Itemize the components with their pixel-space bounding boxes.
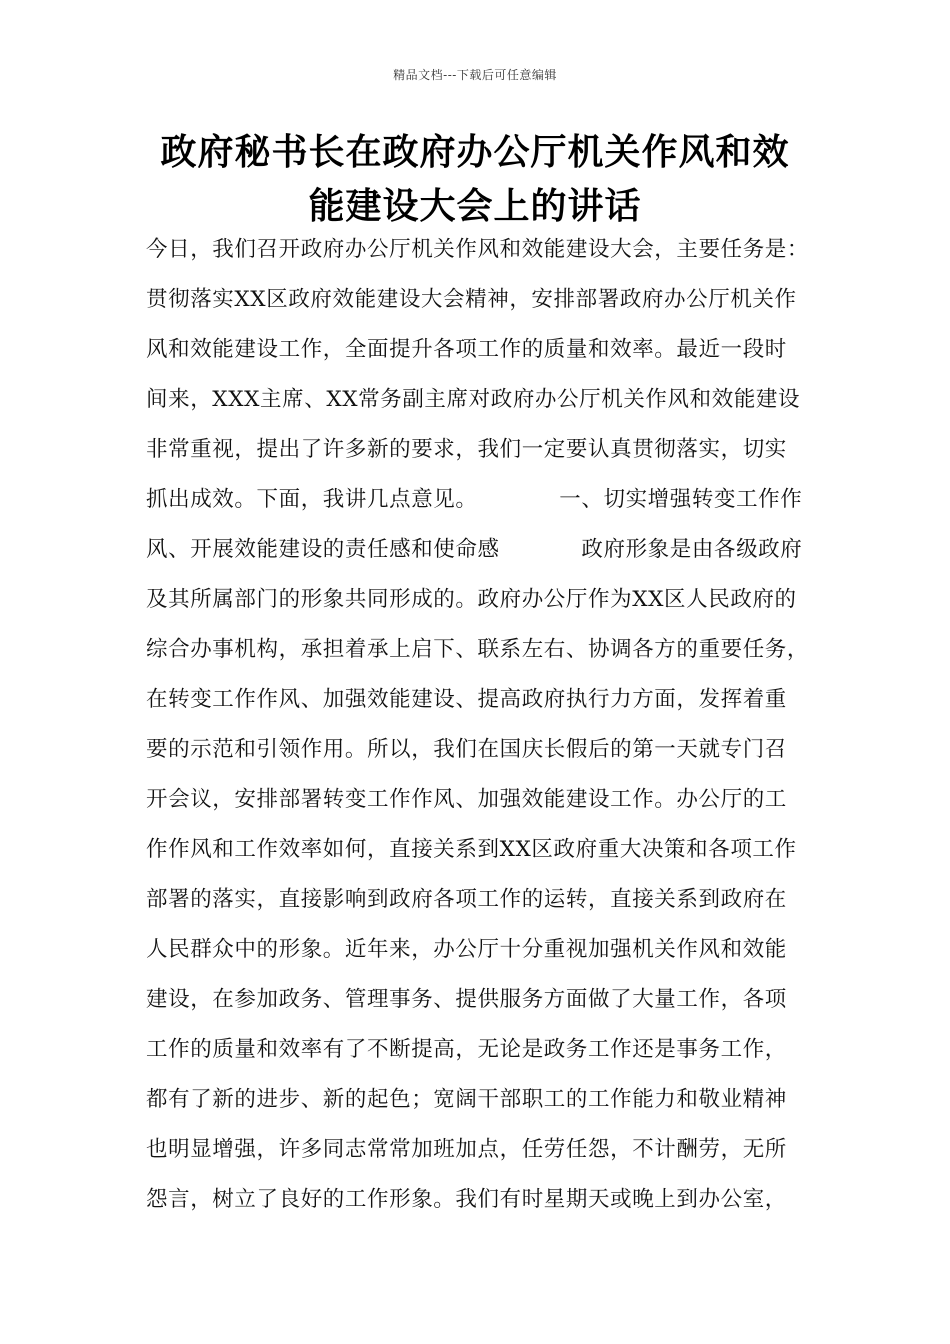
document-title xyxy=(120,126,830,234)
body-text xyxy=(146,225,846,1225)
title-line-1: 政府秘书长在政府办公厅机关作风和效 xyxy=(160,132,790,173)
body-line: 也明显增强，许多同志常常加班加点，任劳任怨，不计酬劳，无所 xyxy=(146,1137,787,1162)
header-note: 精品文档---下载后可任意编辑 xyxy=(393,68,557,82)
body-line: 综合办事机构，承担着承上启下、联系左右、协调各方的重要任务， xyxy=(146,637,810,662)
body-line: 在转变工作作风、加强效能建设、提高政府执行力方面，发挥着重 xyxy=(146,687,787,712)
body-line: 今日，我们召开政府办公厅机关作风和效能建设大会，主要任务是： xyxy=(146,237,810,262)
body-line: 风、开展效能建设的责任感和使命感 政府形象是由各级政府 xyxy=(146,537,803,562)
body-line: 建设，在参加政务、管理事务、提供服务方面做了大量工作，各项 xyxy=(146,987,787,1012)
body-line: 开会议，安排部署转变工作作风、加强效能建设工作。办公厅的工 xyxy=(146,787,787,812)
body-line: 要的示范和引领作用。所以，我们在国庆长假后的第一天就专门召 xyxy=(146,737,787,762)
body-line: 风和效能建设工作，全面提升各项工作的质量和效率。最近一段时 xyxy=(146,337,787,362)
body-line: 怨言，树立了良好的工作形象。我们有时星期天或晚上到办公室， xyxy=(146,1187,787,1212)
body-line: 贯彻落实XX区政府效能建设大会精神，安排部署政府办公厅机关作 xyxy=(146,287,797,312)
body-line: 间来，XXX主席、XX常务副主席对政府办公厅机关作风和效能建设 xyxy=(146,387,801,412)
body-line: 人民群众中的形象。近年来，办公厅十分重视加强机关作风和效能 xyxy=(146,937,787,962)
body-line: 非常重视，提出了许多新的要求，我们一定要认真贯彻落实，切实 xyxy=(146,437,787,462)
body-line: 作作风和工作效率如何，直接关系到XX区政府重大决策和各项工作 xyxy=(146,837,797,862)
title-line-2: 能建设大会上的讲话 xyxy=(308,186,642,227)
body-line: 及其所属部门的形象共同形成的。政府办公厅作为XX区人民政府的 xyxy=(146,587,797,612)
body-line: 抓出成效。下面，我讲几点意见。 一、切实增强转变工作作 xyxy=(146,487,803,512)
body-line: 都有了新的进步、新的起色；宽阔干部职工的工作能力和敬业精神 xyxy=(146,1087,787,1112)
body-line: 工作的质量和效率有了不断提高，无论是政务工作还是事务工作， xyxy=(146,1037,787,1062)
body-line: 部署的落实，直接影响到政府各项工作的运转，直接关系到政府在 xyxy=(146,887,787,912)
